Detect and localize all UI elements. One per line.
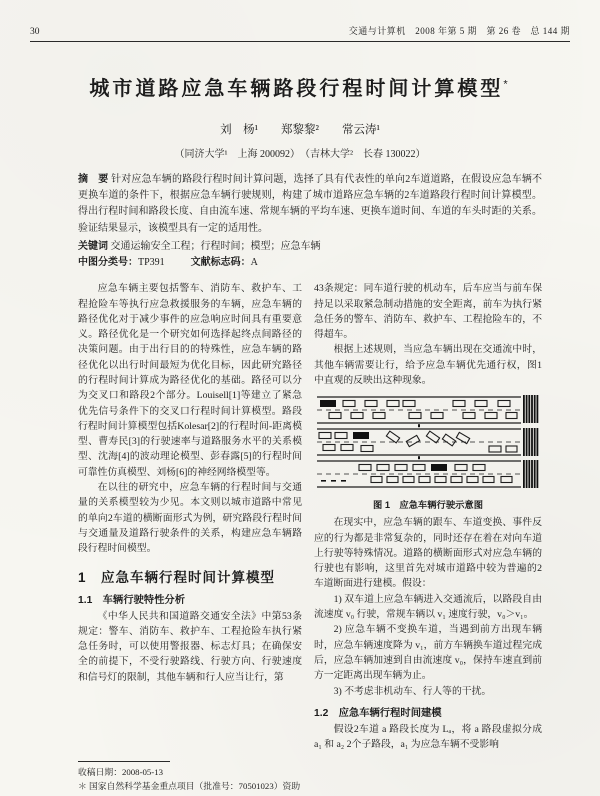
keywords-label: 关键词 — [78, 240, 108, 252]
paragraph: 应急车辆主要包括警车、消防车、救护车、工程抢险车等执行应急救援服务的车辆，应急车辆的路径优化对于减少事件的应急响应时间具有重要意义。路径优化是一个研究如何选择起终点间路径的决策问题。由于出行目的的特殊性，应急车辆的路径优化以出行时间最短为优化目标，因此研究路径的行程时间计算成为路径优化的基础。路径可以分为交叉口和路段2个部分。Louisell[1]等建立了紧急优先信号条件下的交叉口行程时间计算模型。路段行程时间计算模型包括Kolesar[2]的行程时间-距离模型、曹寿民[3]的行驶速率与道路服务水平的关系模型、沈海[4]的波动理论模型、彭春露[5]的行程时间可靠性仿真模型、刘杨[6]的神经网络模型等。 — [78, 283, 302, 478]
page-number: 30 — [30, 27, 40, 37]
emergency-vehicle-icon — [353, 432, 369, 439]
section-1-1-heading: 1.1 车辆行驶特性分析 — [78, 594, 185, 606]
paragraph: 《中华人民共和国道路交通安全法》中第53条规定：警车、消防车、救护车、工程抢险车执行紧急任务时，可以使用警报器、标志灯具；在确保安全的前提下，不受行驶路线、行驶方向、行驶速度和信号灯的限制，其他车辆和行人应当让行，第 — [78, 610, 302, 683]
doc-code-label: 文献标志码： — [190, 257, 251, 269]
figure1-road-diagram — [314, 394, 540, 490]
section-1-2-heading: 1.2 应急车辆行程时间建模 — [314, 707, 442, 719]
left-column — [78, 281, 302, 752]
received-date: 收稿日期：2008-05-13 — [78, 767, 164, 777]
figure-1 — [314, 394, 542, 495]
header-rule — [30, 41, 570, 42]
page-header — [0, 0, 600, 37]
section-1-heading: 1 应急车辆行程时间计算模型 — [78, 569, 276, 585]
assumption-1: 1) 双车道上应急车辆进入交通流后，以路段自由流速度 v₀ 行驶，常规车辆以 v₁ 速度行驶，v₀＞v₁。 — [314, 593, 542, 621]
paragraph: 在现实中，应急车辆的跟车、车道变换、事件反应的行为都是非常复杂的，同时还存在着在对向车道上行驶等特殊情况。道路的横断面形式对应急车辆的行驶也有影响，这里首先对城市道路中较为普遍的2车道断面进行建模。假设： — [314, 517, 542, 590]
emergency-vehicle-icon — [431, 464, 447, 471]
footnote-rule — [78, 761, 170, 762]
title-footnote-star: * — [503, 78, 511, 91]
keywords-line — [78, 239, 542, 255]
clc-value: TP391 — [138, 257, 165, 269]
figure-1-caption: 图 1 应急车辆行驶示意图 — [372, 500, 484, 511]
assumption-2: 2) 应急车辆不变换车道，当遇到前方出现车辆时，应急车辆速度降为 v₁，前方车辆换车道过程完成后，应急车辆加速到自由流速度 v₀，保持车速直到前方一定距离出现车辆为止。 — [314, 624, 542, 682]
footnote-block — [78, 761, 314, 793]
authors-line: 刘 杨¹ 郑黎黎² 常云涛¹ — [220, 124, 380, 136]
journal-header-line: 交通与计算机 2008 年第 5 期 第 26 卷 总 144 期 — [348, 26, 570, 36]
assumption-3: 3) 不考虑非机动车、行人等的干扰。 — [333, 685, 492, 697]
doc-code-value: A — [250, 257, 258, 269]
strip-divider-mark — [418, 424, 420, 427]
paragraph: 假设2车道 a 路段长度为 Lₐ，将 a 路段虚拟分成 a₁ 和 a₂ 2个子路段，a₁ 为应急车辆不受影响 — [314, 723, 542, 751]
clc-label: 中图分类号： — [78, 257, 138, 269]
abstract — [78, 172, 542, 237]
classification-line — [78, 255, 542, 271]
two-column-body — [78, 281, 542, 752]
abstract-label: 摘 要 — [78, 174, 109, 185]
right-column — [314, 281, 542, 752]
keywords-text: 交通运输安全工程；行程时间；模型；应急车辆 — [110, 240, 321, 252]
paragraph-continuation: 43条规定：同车道行驶的机动车，后车应当与前车保持足以采取紧急制动措施的安全距离，前车为执行紧急任务的警车、消防车、救护车、工程抢险车的，不得超车。 — [314, 283, 542, 341]
paragraph: 根据上述规则，当应急车辆出现在交通流中时，其他车辆需要让行，给予应急车辆优先通行权，图1中直观的反映出这种现象。 — [314, 344, 542, 386]
strip-divider-mark — [418, 456, 420, 459]
abstract-text: 针对应急车辆的路段行程时间计算问题，选择了具有代表性的单向2车道道路，在假设应急车辆不更换车道的条件下，根据应急车辆行驶规则，构建了城市道路应急车辆的2车道路段行程时间计算模型。得出行程时间和路段长度、自由流车速、常规车辆的平均车速、更换车道时间、车道的车头时距的关系。验证结果显示，该模型具有一定的适用性。 — [78, 174, 543, 234]
funding-note: ＊ 国家自然科学基金重点项目（批准号：70501023）资助 — [78, 780, 301, 791]
article-title-text: 城市道路应急车辆路段行程时间计算模型 — [89, 78, 504, 100]
affiliations-line: （同济大学¹ 上海 200092） （吉林大学² 长春 130022） — [174, 149, 426, 160]
paragraph: 在以往的研究中，应急车辆的行程时间与交通量的关系模型较为少见。本文则以城市道路中常见的单向2车道的横断面形式为例，研究路段行程时间与交通量及道路行驶条件的关系，构建应急车辆路段行程时间模型。 — [78, 482, 302, 555]
article-title — [40, 72, 560, 101]
emergency-vehicle-icon — [320, 400, 336, 407]
